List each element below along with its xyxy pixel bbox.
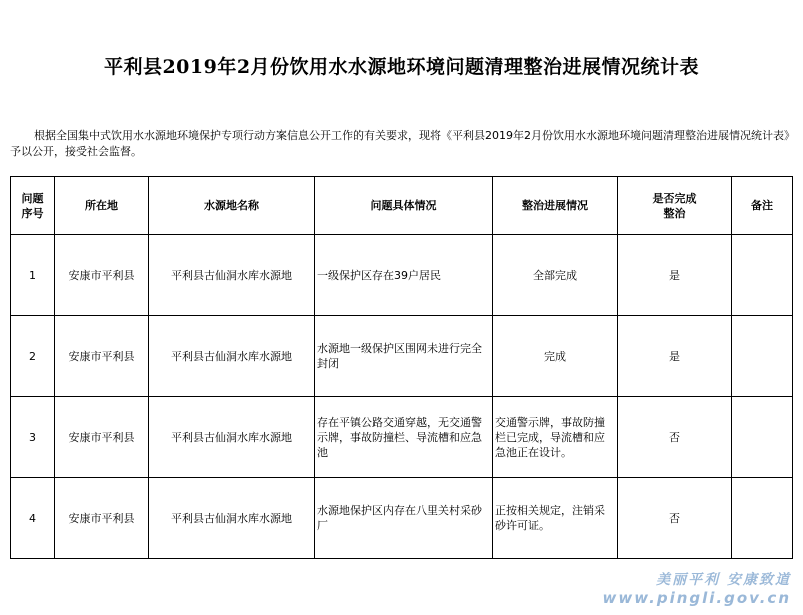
cell-location: 安康市平利县 <box>55 235 149 316</box>
cell-no: 2 <box>11 316 55 397</box>
table-row <box>11 478 793 559</box>
header-done: 是否完成 整治 <box>618 177 732 235</box>
table-header-row <box>11 177 793 235</box>
header-location: 所在地 <box>55 177 149 235</box>
cell-location: 安康市平利县 <box>55 478 149 559</box>
cell-source: 平利县古仙洞水库水源地 <box>149 397 315 478</box>
cell-done: 否 <box>618 478 732 559</box>
cell-progress: 交通警示牌，事故防撞栏已完成，导流槽和应急池正在设计。 <box>493 397 618 478</box>
cell-done: 否 <box>618 397 732 478</box>
table-row <box>11 316 793 397</box>
cell-location: 安康市平利县 <box>55 316 149 397</box>
statistics-table <box>10 176 793 559</box>
intro-paragraph: 根据全国集中式饮用水水源地环境保护专项行动方案信息公开工作的有关要求，现将《平利县2019年2月份饮用水水源地环境问题清理整治进展情况统计表》予以公开，接受社会监督。 <box>10 129 790 158</box>
cell-source: 平利县古仙洞水库水源地 <box>149 478 315 559</box>
page-title: 平利县2019年2月份饮用水水源地环境问题清理整治进展情况统计表 <box>103 56 700 78</box>
cell-issue: 存在平镇公路交通穿越，无交通警示牌，事故防撞栏、导流槽和应急池 <box>315 397 493 478</box>
cell-source: 平利县古仙洞水库水源地 <box>149 235 315 316</box>
cell-progress: 完成 <box>493 316 618 397</box>
cell-issue: 水源地一级保护区围网未进行完全封闭 <box>315 316 493 397</box>
cell-remark <box>732 478 793 559</box>
header-source: 水源地名称 <box>149 177 315 235</box>
watermark-url: www.pingli.gov.cn <box>602 589 791 607</box>
cell-location: 安康市平利县 <box>55 397 149 478</box>
cell-progress: 正按相关规定，注销采砂许可证。 <box>493 478 618 559</box>
watermark-slogan: 美丽平利 安康致道 <box>656 572 791 588</box>
cell-remark <box>732 235 793 316</box>
cell-done: 是 <box>618 316 732 397</box>
header-remark: 备注 <box>732 177 793 235</box>
cell-source: 平利县古仙洞水库水源地 <box>149 316 315 397</box>
table-row <box>11 235 793 316</box>
site-watermark <box>603 569 791 607</box>
cell-done: 是 <box>618 235 732 316</box>
cell-progress: 全部完成 <box>493 235 618 316</box>
cell-remark <box>732 316 793 397</box>
cell-issue: 水源地保护区内存在八里关村采砂厂 <box>315 478 493 559</box>
cell-issue: 一级保护区存在39户居民 <box>315 235 493 316</box>
table-row <box>11 397 793 478</box>
cell-no: 1 <box>11 235 55 316</box>
header-progress: 整治进展情况 <box>493 177 618 235</box>
header-issue: 问题具体情况 <box>315 177 493 235</box>
header-no: 问题 序号 <box>11 177 55 235</box>
cell-no: 4 <box>11 478 55 559</box>
cell-no: 3 <box>11 397 55 478</box>
cell-remark <box>732 397 793 478</box>
